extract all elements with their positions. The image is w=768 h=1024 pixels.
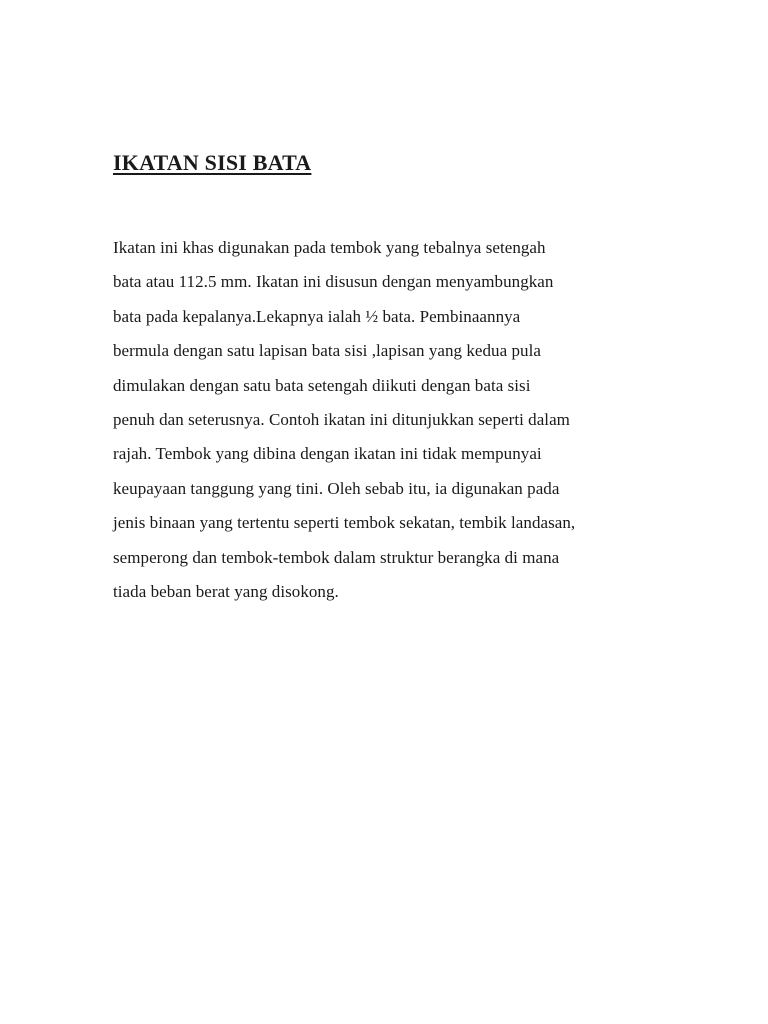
- document-title: IKATAN SISI BATA: [113, 150, 312, 175]
- paragraph-line: tiada beban berat yang disokong.: [113, 581, 339, 601]
- paragraph-line: dimulakan dengan satu bata setengah diikuti dengan bata sisi: [113, 375, 531, 395]
- paragraph-line: jenis binaan yang tertentu seperti tembok sekatan, tembik landasan,: [113, 513, 576, 533]
- paragraph-line: penuh dan seterusnya. Contoh ikatan ini ditunjukkan seperti dalam: [113, 409, 570, 429]
- paragraph-line: rajah. Tembok yang dibina dengan ikatan ini tidak mempunyai: [113, 444, 542, 464]
- paragraph-line: semperong dan tembok-tembok dalam struktur berangka di mana: [113, 547, 560, 567]
- paragraph-line: Ikatan ini khas digunakan pada tembok yang tebalnya setengah: [113, 238, 546, 257]
- paragraph-line: bata atau 112.5 mm. Ikatan ini disusun dengan menyambungkan: [113, 272, 554, 292]
- paragraph-line: bermula dengan satu lapisan bata sisi ,lapisan yang kedua pula: [113, 341, 541, 361]
- paragraph-line: keupayaan tanggung yang tini. Oleh sebab itu, ia digunakan pada: [113, 478, 560, 498]
- body-paragraph: [113, 231, 673, 609]
- paragraph-line: bata pada kepalanya.Lekapnya ialah ½ bata. Pembinaannya: [113, 306, 521, 326]
